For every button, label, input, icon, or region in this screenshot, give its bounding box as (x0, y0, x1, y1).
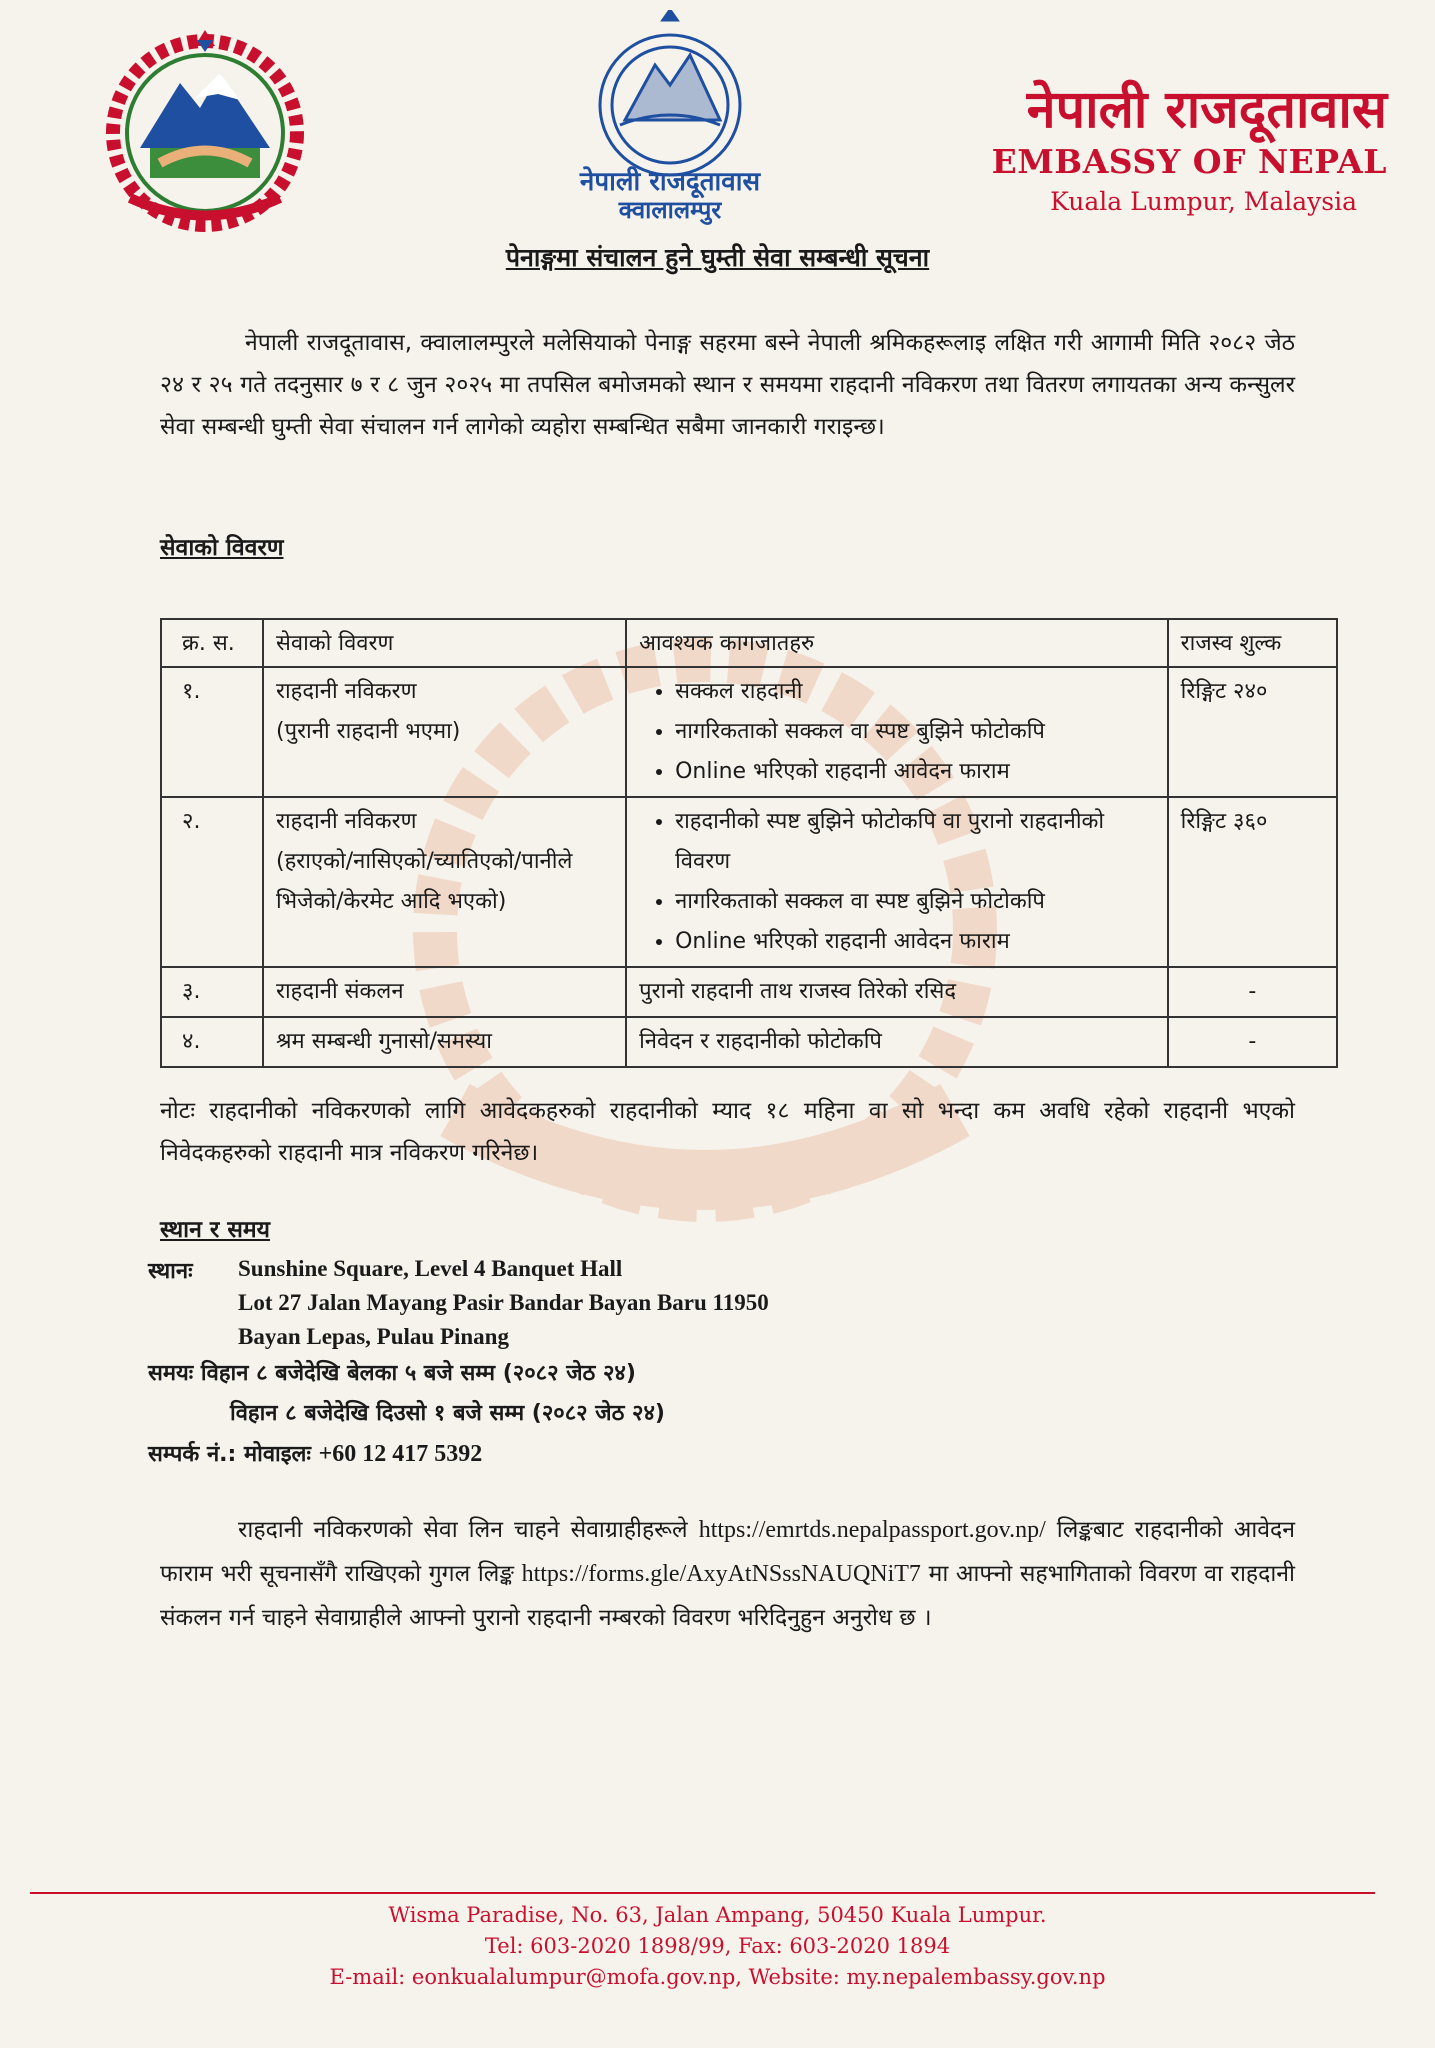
location-address (238, 1252, 769, 1354)
footer-divider (30, 1892, 1375, 1894)
address-line: Sunshine Square, Level 4 Banquet Hall (238, 1256, 623, 1281)
row-service (263, 797, 626, 967)
service-detail: (पुरानी राहदानी भएमा) (275, 719, 461, 744)
row-fee: रिङ्गिट ३६० (1168, 797, 1337, 967)
address-line: Bayan Lepas, Pulau Pinang (238, 1324, 509, 1349)
closing-text-1: राहदानी नविकरणको सेवा लिन चाहने सेवाग्राहीहरूले (238, 1517, 688, 1543)
row-fee: रिङ्गिट २४० (1168, 667, 1337, 797)
address-line: Lot 27 Jalan Mayang Pasir Bandar Bayan Baru 11950 (238, 1290, 769, 1315)
row-fee: - (1168, 1017, 1337, 1067)
row-documents (626, 667, 1168, 797)
services-table (160, 618, 1338, 1068)
row-service: श्रम सम्बन्धी गुनासो/समस्या (263, 1017, 626, 1067)
service-name: राहदानी नविकरण (275, 679, 417, 704)
document-item: • सक्कल राहदानी (675, 672, 1155, 712)
nepal-coat-of-arms-icon (100, 28, 310, 238)
location-label: स्थानः (148, 1259, 193, 1284)
row-documents: पुरानो राहदानी ताथ राजस्व तिरेको रसिद (626, 967, 1168, 1017)
document-item: • Online भरिएको राहदानी आवेदन फाराम (675, 752, 1155, 792)
seal-text-top: नेपाली राजदूतावास (579, 167, 761, 197)
footer-email: E-mail: eonkualalumpur@mofa.gov.np, Website: my.nepalembassy.gov.np (329, 1965, 1106, 1989)
embassy-city: Kuala Lumpur, Malaysia (1050, 187, 1357, 216)
document-item: • Online भरिएको राहदानी आवेदन फाराम (675, 922, 1155, 962)
table-row (161, 967, 1337, 1017)
col-serial: क्र. स. (161, 619, 263, 667)
row-service (263, 667, 626, 797)
document-item: • राहदानीको स्पष्ट बुझिने फोटोकपि वा पुरानो राहदानीको विवरण (675, 802, 1155, 882)
row-documents (626, 797, 1168, 967)
row-fee: - (1168, 967, 1337, 1017)
row-serial: २. (161, 797, 263, 967)
time-line-2: विहान ८ बजेदेखि दिउसो १ बजे सम्म (२०८२ जेठ २४) (230, 1401, 665, 1426)
embassy-seal-icon (565, 10, 775, 225)
closing-paragraph (160, 1508, 1295, 1640)
row-service: राहदानी संकलन (263, 967, 626, 1017)
footer-phone: Tel: 603-2020 1898/99, Fax: 603-2020 1894 (484, 1934, 951, 1958)
location-heading: स्थान र समय (160, 1217, 270, 1243)
row-serial: ३. (161, 967, 263, 1017)
document-item: • नागरिकताको सक्कल वा स्पष्ट बुझिने फोटोकपि (675, 882, 1155, 922)
row-documents: निवेदन र राहदानीको फोटोकपि (626, 1017, 1168, 1067)
location-row (148, 1252, 769, 1354)
intro-paragraph: नेपाली राजदूतावास, क्वालालम्पुरले मलेसियाको पेनाङ्ग सहरमा बस्ने नेपाली श्रमिकहरूलाइ लक्षित गरी आगामी मिति २०८२ जेठ २४ र २५ गते तदनुसार ७ र ८ जुन २०२५ मा तपसिल बमोजमको स्थान र समयमा राहदानी नविकरण तथा वितरण लगायतका अन्य कन्सुलर सेवा सम्बन्धी घुम्ती सेवा संचालन गर्न लागेको व्यहोरा सम्बन्धित सबैमा जानकारी गराइन्छ। (160, 330, 1295, 440)
closing-text-2: लिङ्कबाट राहदानीको आवेदन फाराम भरी सूचनासँगै राखिएको गुगल लिङ्क (160, 1517, 1296, 1587)
service-name: राहदानी नविकरण (275, 809, 417, 834)
table-row (161, 797, 1337, 967)
embassy-name-english: EMBASSY OF NEPAL (991, 142, 1387, 181)
document-item: • नागरिकताको सक्कल वा स्पष्ट बुझिने फोटोकपि (675, 712, 1155, 752)
embassy-name-nepali: नेपाली राजदूतावास (1026, 80, 1387, 140)
col-service: सेवाको विवरण (263, 619, 626, 667)
note-paragraph: नोटः राहदानीको नविकरणको लागि आवेदकहरुको राहदानीको म्याद १८ महिना वा सो भन्दा कम अवधि रहेको राहदानी भएको निवेदकहरुको राहदानी मात्र नविकरण गरिनेछ। (160, 1098, 1295, 1166)
table-header-row (161, 619, 1337, 667)
passport-link[interactable]: https://emrtds.nepalpassport.gov.np/ (698, 1517, 1046, 1543)
closing-text-3: मा आफ्नो सहभागिताको विवरण वा राहदानी संकलन गर्न चाहने सेवाग्राहीले आफ्नो पुरानो राहदानी नम्बरको विवरण भरिदिनुहुन अनुरोध छ । (160, 1561, 1296, 1631)
notice-title: पेनाङ्गमा संचालन हुने घुम्ती सेवा सम्बन्धी सूचना (505, 243, 930, 272)
table-row (161, 1017, 1337, 1067)
time-line-1: समयः विहान ८ बजेदेखि बेलका ५ बजे सम्म (२०८२ जेठ २४) (148, 1361, 636, 1386)
google-form-link[interactable]: https://forms.gle/AxyAtNSssNAUQNiT7 (521, 1561, 921, 1587)
row-serial: १. (161, 667, 263, 797)
footer (0, 1900, 1435, 1993)
col-documents: आवश्यक कागजातहरु (626, 619, 1168, 667)
contact-line (148, 1434, 769, 1475)
footer-address: Wisma Paradise, No. 63, Jalan Ampang, 50450 Kuala Lumpur. (388, 1903, 1047, 1927)
row-serial: ४. (161, 1017, 263, 1067)
table-row (161, 667, 1337, 797)
embassy-title-block (927, 80, 1387, 220)
contact-number: +60 12 417 5392 (318, 1441, 483, 1467)
contact-label: सम्पर्क नं.: मोवाइलः (148, 1442, 311, 1467)
seal-text-bottom: क्वालालम्पुर (618, 196, 722, 224)
service-heading: सेवाको विवरण (160, 535, 284, 561)
location-block (148, 1252, 769, 1475)
col-fee: राजस्व शुल्क (1168, 619, 1337, 667)
service-detail: (हराएको/नासिएको/च्यातिएको/पानीले भिजेको/केरमेट आदि भएको) (275, 849, 573, 914)
